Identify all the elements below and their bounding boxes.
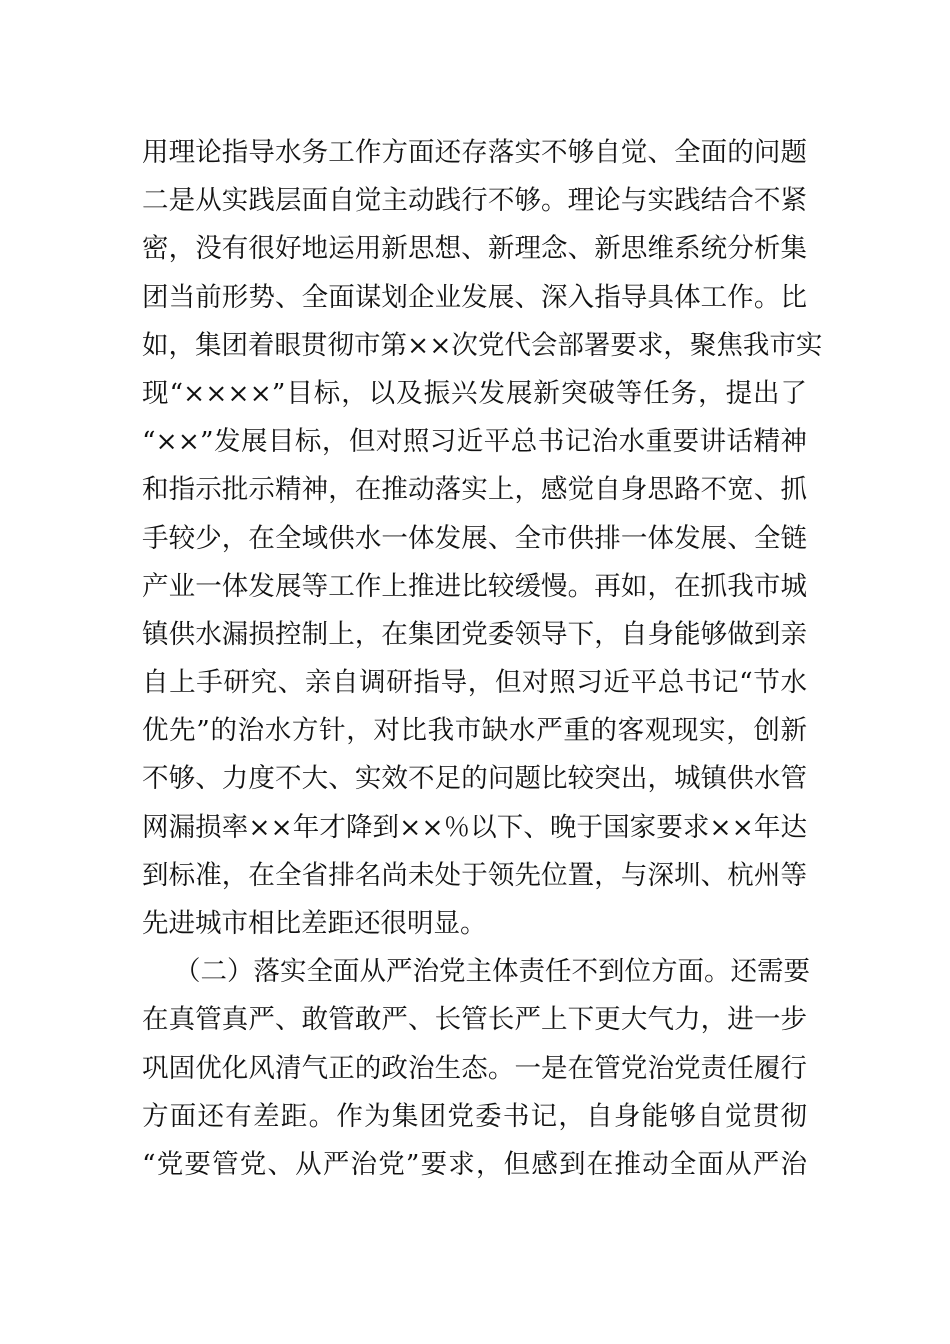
text-line: 优先”的治水方针，对比我市缺水严重的客观现实，创新: [142, 715, 807, 747]
text-line: 巩固优化风清气正的政治生态。一是在管党治党责任履行: [142, 1052, 807, 1084]
text-line: 手较少，在全域供水一体发展、全市供排一体发展、全链: [142, 522, 807, 554]
section-heading-line: （二）落实全面从严治党主体责任不到位方面。还需要: [174, 956, 810, 988]
text-line: 网漏损率××年才降到××％以下、晚于国家要求××年达: [142, 811, 807, 843]
text-line: 现“××××”目标，以及振兴发展新突破等任务，提出了: [142, 377, 807, 409]
text-line: 自上手研究、亲自调研指导，但对照习近平总书记“节水: [142, 667, 807, 699]
text-line: “××”发展目标，但对照习近平总书记治水重要讲话精神: [142, 426, 807, 458]
text-line: 方面还有差距。作为集团党委书记，自身能够自觉贯彻: [142, 1100, 807, 1132]
text-line: 镇供水漏损控制上，在集团党委领导下，自身能够做到亲: [142, 618, 807, 650]
text-line: 密，没有很好地运用新思想、新理念、新思维系统分析集: [142, 233, 807, 265]
text-line: 团当前形势、全面谋划企业发展、深入指导具体工作。比: [142, 281, 807, 313]
text-line-paragraph-end: 先进城市相比差距还很明显。: [142, 908, 487, 939]
text-line: 到标准，在全省排名尚未处于领先位置，与深圳、杭州等: [142, 859, 807, 891]
text-line: 在真管真严、敢管敢严、长管长严上下更大气力，进一步: [142, 1004, 807, 1036]
text-line: “党要管党、从严治党”要求，但感到在推动全面从严治: [142, 1148, 807, 1180]
text-line: 用理论指导水务工作方面还存落实不够自觉、全面的问题: [142, 137, 807, 168]
text-line: 不够、力度不大、实效不足的问题比较突出，城镇供水管: [142, 763, 807, 795]
text-line: 如，集团着眼贯彻市第××次党代会部署要求，聚焦我市实: [142, 329, 823, 361]
text-line: 二是从实践层面自觉主动践行不够。理论与实践结合不紧: [142, 185, 807, 217]
text-line: 和指示批示精神，在推动落实上，感觉自身思路不宽、抓: [142, 474, 807, 506]
document-body: [142, 129, 823, 1189]
text-line: 产业一体发展等工作上推进比较缓慢。再如，在抓我市城: [142, 570, 807, 602]
